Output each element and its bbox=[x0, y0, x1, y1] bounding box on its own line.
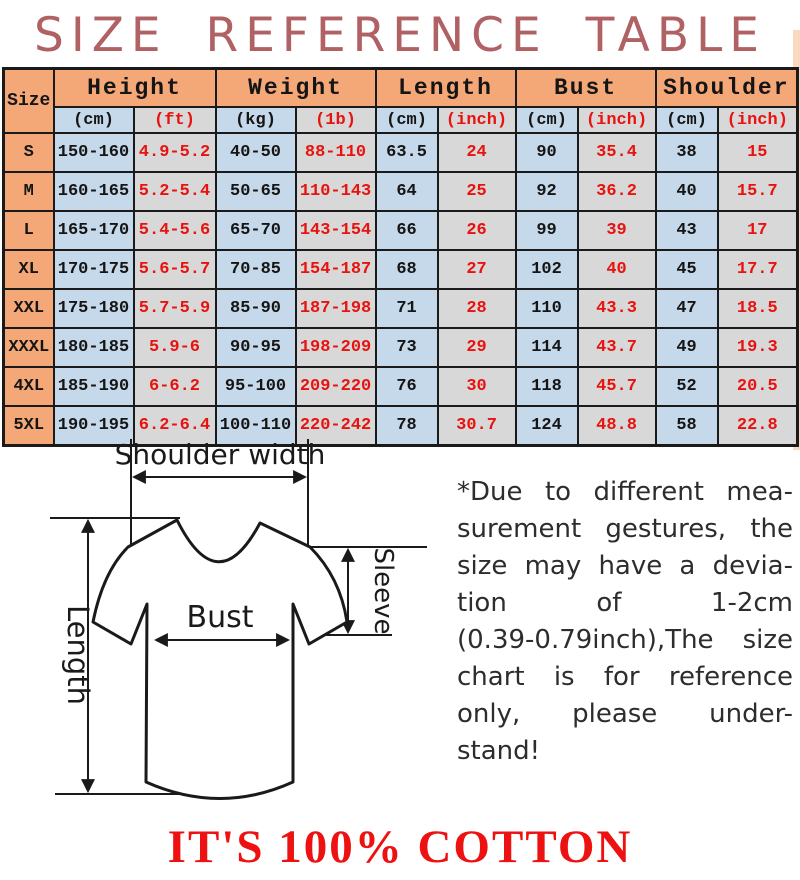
weight-kg-unit: (kg) bbox=[216, 107, 296, 133]
length-label: Length bbox=[61, 604, 95, 706]
bust-label: Bust bbox=[186, 600, 254, 635]
weight-kg-cell: 95-100 bbox=[216, 367, 296, 406]
size-cell: L bbox=[4, 211, 54, 250]
shoulder-cm-cell: 40 bbox=[656, 172, 718, 211]
size-cell: XXL bbox=[4, 289, 54, 328]
size-table-row bbox=[4, 289, 798, 328]
length-cm-cell: 66 bbox=[376, 211, 438, 250]
bust-cm-cell: 92 bbox=[516, 172, 578, 211]
length-column-header: Length bbox=[376, 69, 516, 108]
shoulder-inch-cell: 22.8 bbox=[718, 406, 798, 446]
weight-kg-cell: 40-50 bbox=[216, 133, 296, 172]
size-cell: XXXL bbox=[4, 328, 54, 367]
weight-kg-cell: 100-110 bbox=[216, 406, 296, 446]
bust-cm-cell: 114 bbox=[516, 328, 578, 367]
note-line: stand! bbox=[457, 736, 541, 766]
length-cm-unit: (cm) bbox=[376, 107, 438, 133]
size-cell: S bbox=[4, 133, 54, 172]
height-ft-cell: 5.9-6 bbox=[134, 328, 216, 367]
size-table bbox=[2, 67, 799, 447]
height-ft-cell: 4.9-5.2 bbox=[134, 133, 216, 172]
cotton-label: IT'S 100% COTTON bbox=[167, 821, 633, 873]
bust-cm-cell: 99 bbox=[516, 211, 578, 250]
size-table-row bbox=[4, 172, 798, 211]
bust-inch-unit: (inch) bbox=[578, 107, 656, 133]
size-column-header: Size bbox=[4, 69, 54, 134]
shoulder-cm-cell: 47 bbox=[656, 289, 718, 328]
weight-lb-cell: 209-220 bbox=[296, 367, 376, 406]
note-line: surement gestures, the bbox=[457, 514, 793, 544]
shoulder-column-header: Shoulder bbox=[656, 69, 798, 108]
length-cm-cell: 76 bbox=[376, 367, 438, 406]
weight-kg-cell: 85-90 bbox=[216, 289, 296, 328]
shoulder-width-label: Shoulder width bbox=[114, 438, 326, 471]
measurement-note bbox=[457, 474, 793, 770]
weight-lb-cell: 143-154 bbox=[296, 211, 376, 250]
bust-inch-cell: 40 bbox=[578, 250, 656, 289]
bust-inch-cell: 39 bbox=[578, 211, 656, 250]
size-table-row bbox=[4, 211, 798, 250]
shoulder-cm-cell: 38 bbox=[656, 133, 718, 172]
height-ft-cell: 6.2-6.4 bbox=[134, 406, 216, 446]
shoulder-cm-cell: 58 bbox=[656, 406, 718, 446]
length-inch-cell: 24 bbox=[438, 133, 516, 172]
height-cm-cell: 150-160 bbox=[54, 133, 134, 172]
weight-lb-cell: 110-143 bbox=[296, 172, 376, 211]
size-cell: 5XL bbox=[4, 406, 54, 446]
shoulder-inch-cell: 19.3 bbox=[718, 328, 798, 367]
shoulder-inch-cell: 15.7 bbox=[718, 172, 798, 211]
height-cm-cell: 190-195 bbox=[54, 406, 134, 446]
bust-column-header: Bust bbox=[516, 69, 656, 108]
bust-inch-cell: 43.7 bbox=[578, 328, 656, 367]
bust-cm-cell: 102 bbox=[516, 250, 578, 289]
height-cm-unit: (cm) bbox=[54, 107, 134, 133]
height-cm-cell: 165-170 bbox=[54, 211, 134, 250]
tshirt-outline bbox=[93, 520, 347, 799]
height-ft-unit: (ft) bbox=[134, 107, 216, 133]
note-line: chart is for reference bbox=[457, 662, 793, 692]
tshirt-measurement-diagram bbox=[30, 437, 430, 817]
bust-inch-cell: 43.3 bbox=[578, 289, 656, 328]
shoulder-cm-cell: 45 bbox=[656, 250, 718, 289]
size-table-row bbox=[4, 250, 798, 289]
height-ft-cell: 5.2-5.4 bbox=[134, 172, 216, 211]
height-cm-cell: 160-165 bbox=[54, 172, 134, 211]
weight-kg-cell: 65-70 bbox=[216, 211, 296, 250]
size-cell: M bbox=[4, 172, 54, 211]
shoulder-inch-unit: (inch) bbox=[718, 107, 798, 133]
weight-kg-cell: 70-85 bbox=[216, 250, 296, 289]
height-column-header: Height bbox=[54, 69, 216, 108]
shoulder-cm-cell: 43 bbox=[656, 211, 718, 250]
length-inch-cell: 27 bbox=[438, 250, 516, 289]
note-line: size may have a devia- bbox=[457, 551, 793, 581]
bust-inch-cell: 48.8 bbox=[578, 406, 656, 446]
shoulder-inch-cell: 17.7 bbox=[718, 250, 798, 289]
height-cm-cell: 180-185 bbox=[54, 328, 134, 367]
bust-cm-cell: 90 bbox=[516, 133, 578, 172]
note-line: only, please under- bbox=[457, 699, 793, 729]
length-inch-unit: (inch) bbox=[438, 107, 516, 133]
length-inch-cell: 25 bbox=[438, 172, 516, 211]
height-cm-cell: 170-175 bbox=[54, 250, 134, 289]
sleeve-label: Sleeve bbox=[368, 547, 398, 635]
height-ft-cell: 6-6.2 bbox=[134, 367, 216, 406]
size-table-row bbox=[4, 328, 798, 367]
weight-kg-cell: 50-65 bbox=[216, 172, 296, 211]
weight-column-header: Weight bbox=[216, 69, 376, 108]
size-table-row bbox=[4, 133, 798, 172]
shoulder-inch-cell: 20.5 bbox=[718, 367, 798, 406]
shoulder-cm-cell: 52 bbox=[656, 367, 718, 406]
shoulder-inch-cell: 17 bbox=[718, 211, 798, 250]
length-inch-cell: 26 bbox=[438, 211, 516, 250]
bust-cm-cell: 124 bbox=[516, 406, 578, 446]
shoulder-cm-unit: (cm) bbox=[656, 107, 718, 133]
weight-lb-cell: 154-187 bbox=[296, 250, 376, 289]
length-cm-cell: 73 bbox=[376, 328, 438, 367]
size-table-row bbox=[4, 367, 798, 406]
length-cm-cell: 78 bbox=[376, 406, 438, 446]
length-cm-cell: 71 bbox=[376, 289, 438, 328]
bust-inch-cell: 35.4 bbox=[578, 133, 656, 172]
size-cell: 4XL bbox=[4, 367, 54, 406]
length-inch-cell: 30 bbox=[438, 367, 516, 406]
length-cm-cell: 63.5 bbox=[376, 133, 438, 172]
note-line: *Due to different mea- bbox=[457, 477, 793, 507]
shoulder-inch-cell: 18.5 bbox=[718, 289, 798, 328]
height-ft-cell: 5.6-5.7 bbox=[134, 250, 216, 289]
bust-cm-cell: 110 bbox=[516, 289, 578, 328]
height-cm-cell: 185-190 bbox=[54, 367, 134, 406]
weight-lb-cell: 220-242 bbox=[296, 406, 376, 446]
weight-lb-cell: 187-198 bbox=[296, 289, 376, 328]
note-line: (0.39-0.79inch),The size bbox=[457, 625, 793, 655]
shoulder-inch-cell: 15 bbox=[718, 133, 798, 172]
length-cm-cell: 64 bbox=[376, 172, 438, 211]
height-cm-cell: 175-180 bbox=[54, 289, 134, 328]
length-cm-cell: 68 bbox=[376, 250, 438, 289]
weight-lb-cell: 198-209 bbox=[296, 328, 376, 367]
note-line: tion of 1-2cm bbox=[457, 588, 793, 618]
shoulder-cm-cell: 49 bbox=[656, 328, 718, 367]
height-ft-cell: 5.7-5.9 bbox=[134, 289, 216, 328]
weight-lb-unit: (1b) bbox=[296, 107, 376, 133]
bust-cm-cell: 118 bbox=[516, 367, 578, 406]
bust-cm-unit: (cm) bbox=[516, 107, 578, 133]
bust-inch-cell: 45.7 bbox=[578, 367, 656, 406]
page-title: SIZE REFERENCE TABLE bbox=[34, 8, 766, 63]
length-inch-cell: 28 bbox=[438, 289, 516, 328]
height-ft-cell: 5.4-5.6 bbox=[134, 211, 216, 250]
bust-inch-cell: 36.2 bbox=[578, 172, 656, 211]
length-inch-cell: 29 bbox=[438, 328, 516, 367]
weight-lb-cell: 88-110 bbox=[296, 133, 376, 172]
weight-kg-cell: 90-95 bbox=[216, 328, 296, 367]
length-inch-cell: 30.7 bbox=[438, 406, 516, 446]
size-cell: XL bbox=[4, 250, 54, 289]
